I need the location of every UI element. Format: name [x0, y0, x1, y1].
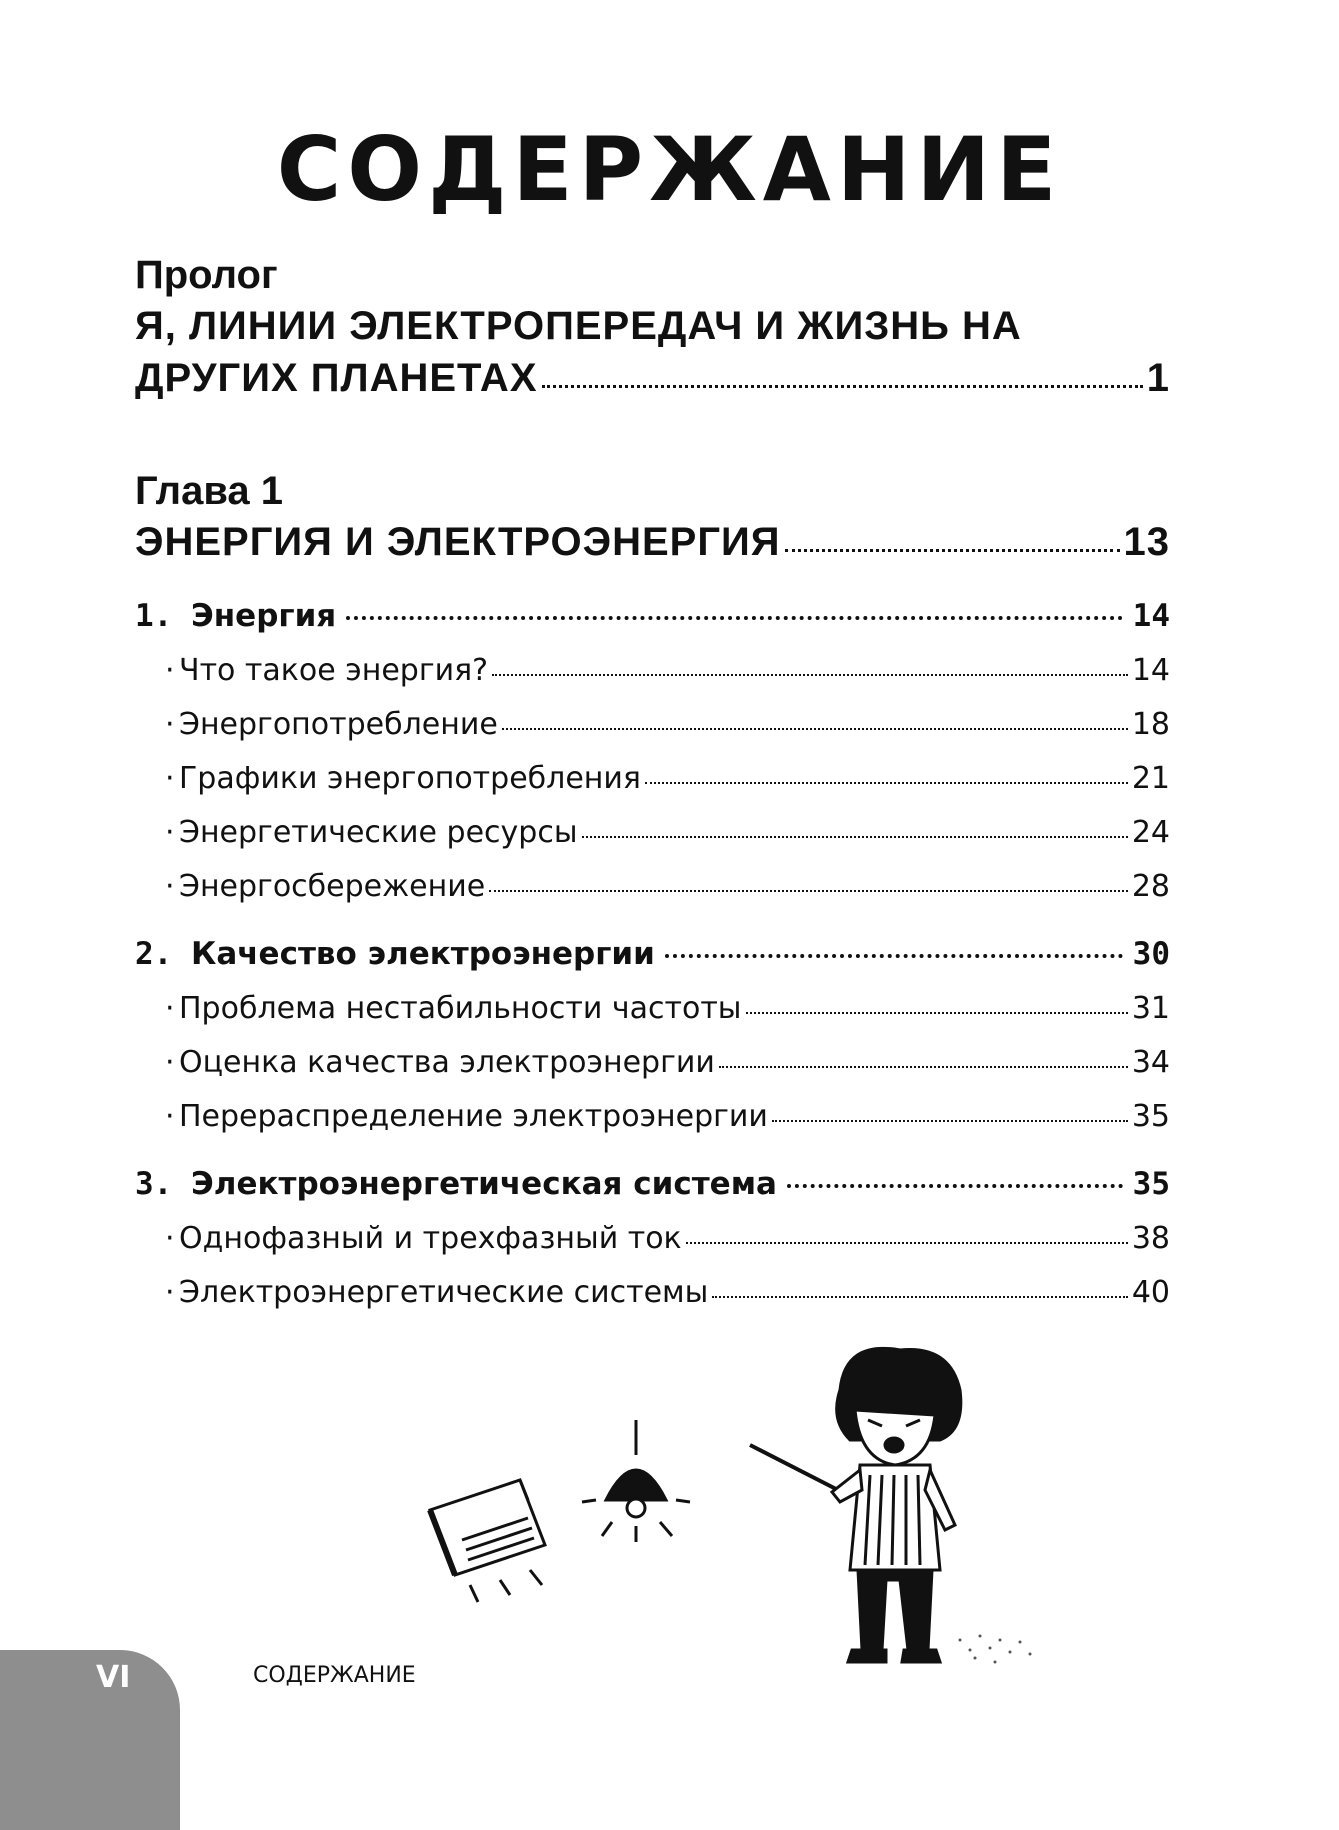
section-title: Качество электроэнергии — [191, 936, 655, 972]
chapter-title-row — [135, 516, 1170, 568]
item-page: 18 — [1131, 707, 1170, 742]
floor-shadow — [959, 1635, 1032, 1664]
chapter-title: ЭНЕРГИЯ И ЭЛЕКТРОЭНЕРГИЯ — [135, 520, 781, 564]
boy-character-icon — [750, 1348, 961, 1662]
prologue-label: Пролог — [135, 253, 278, 297]
item-title: Энергосбережение — [179, 869, 486, 904]
item-page: 31 — [1131, 991, 1170, 1026]
section-page: 30 — [1132, 936, 1170, 972]
dot-leader — [746, 1012, 1128, 1014]
dot-leader — [489, 890, 1128, 892]
item-title: Проблема нестабильности частоты — [179, 991, 742, 1026]
chapter-page: 13 — [1123, 520, 1170, 564]
dot-leader — [772, 1120, 1128, 1122]
item-page: 38 — [1131, 1221, 1170, 1256]
page-number: VI — [96, 1660, 131, 1695]
item-title: Что такое энергия? — [179, 653, 489, 688]
toc-prologue[interactable] — [135, 250, 1170, 404]
item-page: 24 — [1131, 815, 1170, 850]
toc-section-1[interactable] — [135, 596, 1170, 636]
section-title: Электроэнергетическая система — [191, 1166, 777, 1202]
item-title: Однофазный и трехфазный ток — [179, 1221, 682, 1256]
item-title: Энергетические ресурсы — [179, 815, 578, 850]
dot-leader — [492, 674, 1128, 676]
item-page: 40 — [1131, 1275, 1170, 1310]
toc-item[interactable]: · Электроэнергетические системы 40 — [165, 1275, 1170, 1310]
toc-item[interactable]: · Перераспределение электроэнергии 35 — [165, 1099, 1170, 1134]
page-title: СОДЕРЖАНИЕ — [276, 118, 1063, 221]
item-page: 34 — [1131, 1045, 1170, 1080]
section-title: Энергия — [191, 598, 337, 634]
dot-leader — [665, 954, 1123, 958]
table-of-contents — [135, 250, 1170, 1312]
item-page: 14 — [1131, 653, 1170, 688]
section-page: 35 — [1132, 1166, 1170, 1202]
item-page: 35 — [1131, 1099, 1170, 1134]
toc-item[interactable]: · Энергосбережение 28 — [165, 869, 1170, 904]
section-number: 3. — [135, 1166, 173, 1202]
prologue-title-line1: Я, ЛИНИИ ЭЛЕКТРОПЕРЕДАЧ И ЖИЗНЬ НА — [135, 304, 1022, 348]
dot-leader — [346, 616, 1122, 620]
dot-leader — [785, 549, 1120, 552]
dot-leader — [502, 728, 1128, 730]
toc-item[interactable]: · Проблема нестабильности частоты 31 — [165, 991, 1170, 1026]
item-page: 21 — [1131, 761, 1170, 796]
section-number: 2. — [135, 936, 173, 972]
toc-section-2[interactable] — [135, 934, 1170, 974]
item-title: Перераспределение электроэнергии — [179, 1099, 768, 1134]
dot-leader — [582, 836, 1128, 838]
running-title: СОДЕРЖАНИЕ — [253, 1663, 416, 1688]
illustration — [400, 1340, 1060, 1700]
toc-item[interactable]: · Энергетические ресурсы 24 — [165, 815, 1170, 850]
dot-leader — [712, 1296, 1127, 1298]
dot-leader — [719, 1066, 1128, 1068]
toc-item[interactable]: · Что такое энергия? 14 — [165, 653, 1170, 688]
section-page: 14 — [1132, 598, 1170, 634]
prologue-title-row — [135, 352, 1170, 404]
prologue-page: 1 — [1146, 356, 1170, 400]
prologue-title-line2: ДРУГИХ ПЛАНЕТАХ — [135, 356, 538, 400]
chapter-label: Глава 1 — [135, 469, 284, 513]
item-title: Графики энергопотребления — [179, 761, 641, 796]
toc-item[interactable]: · Оценка качества электроэнергии 34 — [165, 1045, 1170, 1080]
dot-leader — [787, 1184, 1123, 1188]
page-tab — [0, 1650, 180, 1830]
toc-item[interactable]: · Графики энергопотребления 21 — [165, 761, 1170, 796]
toc-section-3[interactable] — [135, 1164, 1170, 1204]
toc-item[interactable]: · Однофазный и трехфазный ток 38 — [165, 1221, 1170, 1256]
dot-leader — [645, 782, 1128, 784]
dot-leader — [542, 385, 1143, 388]
item-page: 28 — [1131, 869, 1170, 904]
dot-leader — [686, 1242, 1128, 1244]
lamp-icon — [582, 1420, 690, 1542]
air-conditioner-icon — [430, 1480, 545, 1602]
toc-chapter-1[interactable] — [135, 466, 1170, 568]
section-number: 1. — [135, 598, 173, 634]
item-title: Энергопотребление — [179, 707, 498, 742]
item-title: Электроэнергетические системы — [179, 1275, 709, 1310]
toc-item[interactable]: · Энергопотребление 18 — [165, 707, 1170, 742]
item-title: Оценка качества электроэнергии — [179, 1045, 715, 1080]
